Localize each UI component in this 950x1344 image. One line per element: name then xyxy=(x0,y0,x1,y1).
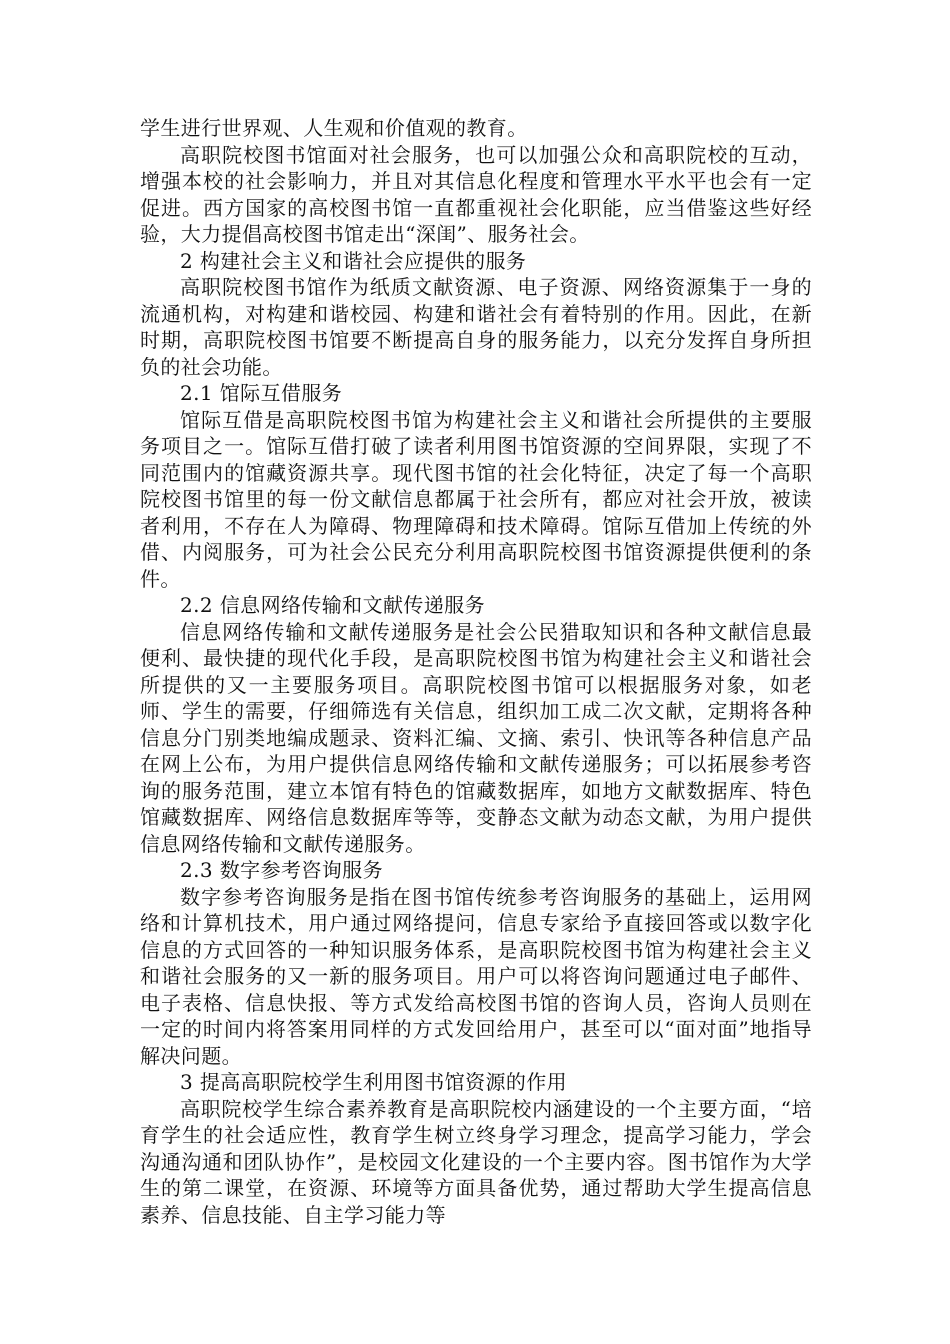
section-heading: 3 提高高职院校学生利用图书馆资源的作用 xyxy=(180,1070,568,1094)
section-heading: 2.3 数字参考咨询服务 xyxy=(180,858,383,882)
paragraph: 学生进行世界观、人生观和价值观的教育。 xyxy=(140,116,528,140)
paragraph: 信息网络传输和文献传递服务是社会公民猎取知识和各种文献信息最便利、最快捷的现代化手段，是高职院校图书馆为构建社会主义和谐社会所提供的又一主要服务项目。高职院校图书馆可以根据服务对象，如老师、学生的需要，仔细筛选有关信息，组织加工成二次文献，定期将各种信息分门别类地编成题录、资料汇编、文摘、索引、快讯等各种信息产品在网上公布，为用户提供信息网络传输和文献传递服务；可以拓展参考咨询的服务范围，建立本馆有特色的馆藏数据库，如地方文献数据库、特色馆藏数据库、网络信息数据库等等，变静态文献为动态文献，为用户提供信息网络传输和文献传递服务。 xyxy=(140,619,812,856)
document-body xyxy=(140,115,812,1228)
paragraph: 数字参考咨询服务是指在图书馆传统参考咨询服务的基础上，运用网络和计算机技术，用户通过网络提问，信息专家给予直接回答或以数字化信息的方式回答的一种知识服务体系，是高职院校图书馆为构建社会主义和谐社会服务的又一新的服务项目。用户可以将咨询问题通过电子邮件、电子表格、信息快报、等方式发给高校图书馆的咨询人员，咨询人员则在一定的时间内将答案用同样的方式发回给用户，甚至可以“面对面”地指导解决问题。 xyxy=(140,884,812,1068)
paragraph: 高职院校学生综合素养教育是高职院校内涵建设的一个主要方面，“培育学生的社会适应性，教育学生树立终身学习理念，提高学习能力，学会沟通沟通和团队协作”，是校园文化建设的一个主要内容。图书馆作为大学生的第二课堂，在资源、环境等方面具备优势，通过帮助大学生提高信息素养、信息技能、自主学习能力等 xyxy=(140,1096,812,1227)
paragraph: 高职院校图书馆面对社会服务，也可以加强公众和高职院校的互动，增强本校的社会影响力，并且对其信息化程度和管理水平水平也会有一定促进。西方国家的高校图书馆一直都重视社会化职能，应当借鉴这些好经验，大力提倡高校图书馆走出“深闺”、服务社会。 xyxy=(140,142,812,246)
paragraph: 馆际互借是高职院校图书馆为构建社会主义和谐社会所提供的主要服务项目之一。馆际互借打破了读者利用图书馆资源的空间界限，实现了不同范围内的馆藏资源共享。现代图书馆的社会化特征，决定了每一个高职院校图书馆里的每一份文献信息都属于社会所有，都应对社会开放，被读者利用，不存在人为障碍、物理障碍和技术障碍。馆际互借加上传统的外借、内阅服务，可为社会公民充分利用高职院校图书馆资源提供便利的条件。 xyxy=(140,407,812,591)
section-heading: 2 构建社会主义和谐社会应提供的服务 xyxy=(180,248,527,273)
paragraph: 高职院校图书馆作为纸质文献资源、电子资源、网络资源集于一身的流通机构，对构建和谐校园、构建和谐社会有着特别的作用。因此，在新时期，高职院校图书馆要不断提高自身的服务能力，以充分发挥自身所担负的社会功能。 xyxy=(140,275,812,379)
section-heading: 2.1 馆际互借服务 xyxy=(180,381,343,405)
section-heading: 2.2 信息网络传输和文献传递服务 xyxy=(180,593,485,617)
